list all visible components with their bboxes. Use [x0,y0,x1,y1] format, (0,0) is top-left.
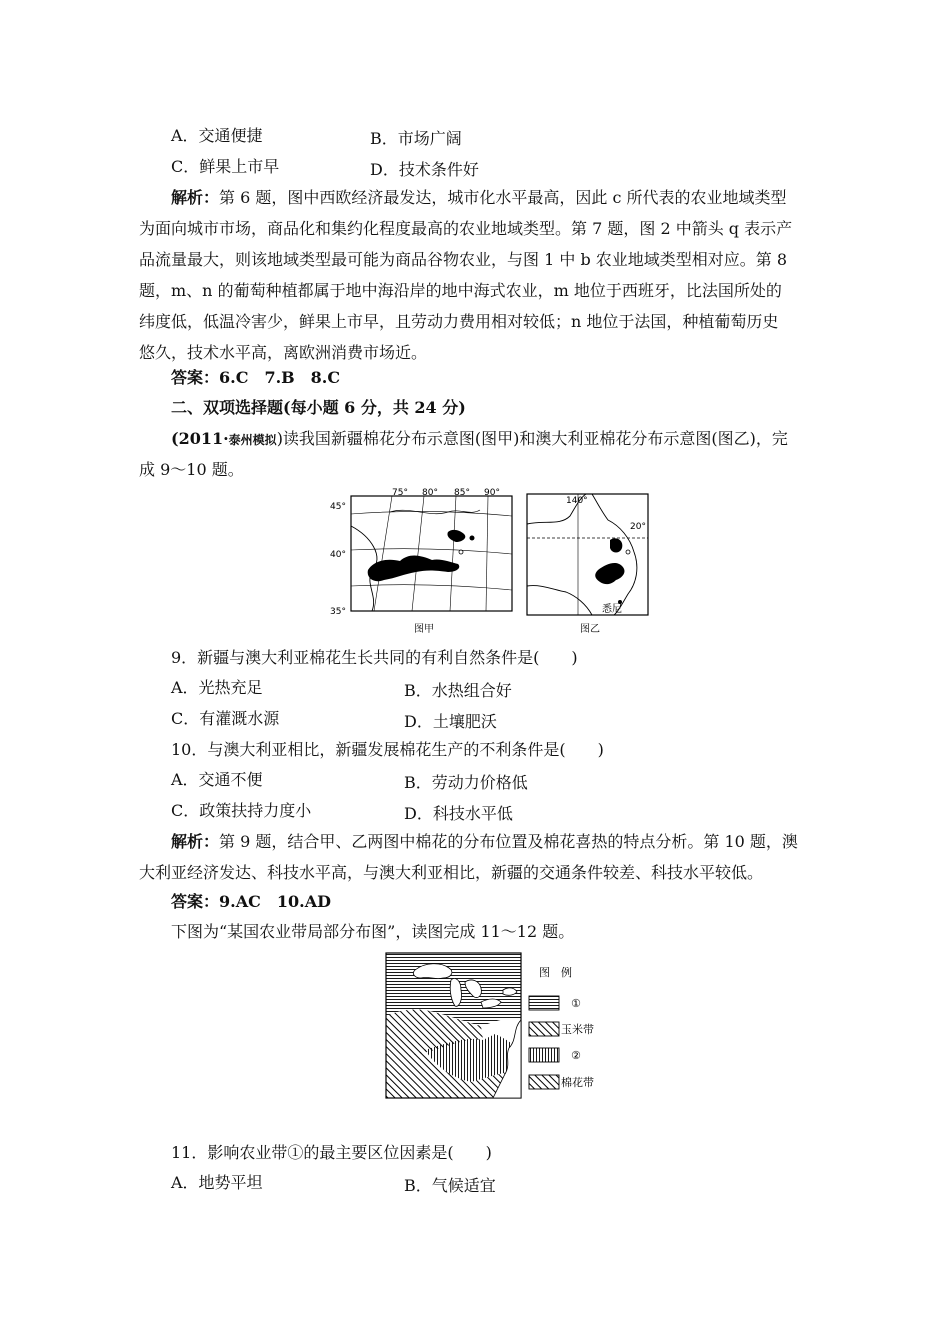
analysis-line: 品流量最大，则该地域类型最可能为商品谷物农业，与图 1 中 b 农业地域类型相对应。第 8 [139,250,788,269]
option-11a: A．地势平坦 [171,1173,263,1192]
lat-label: 20° [630,522,646,532]
option-8d: D．技术条件好 [370,160,479,179]
answer-1: 答案：6.C 7.B 8.C [171,368,341,387]
legend-title: 图 例 [539,966,572,979]
intro-1-cont: 成 9～10 题。 [139,460,244,479]
lon-label: 90° [484,488,500,498]
lon-label: 80° [422,488,438,498]
option-8b: B．市场广阔 [370,129,462,148]
question-10: 10．与澳大利亚相比，新疆发展棉花生产的不利条件是( ) [171,740,604,759]
analysis-label: 解析： [171,832,220,851]
option-9c: C．有灌溉水源 [171,709,280,728]
analysis-line: 大利亚经济发达、科技水平高，与澳大利亚相比，新疆的交通条件较差、科技水平较低。 [139,863,764,882]
option-9a: A．光热充足 [171,678,263,697]
analysis-line: 第 9 题，结合甲、乙两图中棉花的分布位置及棉花喜热的特点分析。第 10 题，澳 [219,832,798,851]
cotton-maps-figure [330,486,654,636]
belt-map-area [386,953,521,1098]
question-11: 11．影响农业带①的最主要区位因素是( ) [171,1143,492,1162]
legend [529,965,594,1089]
section-title: 二、双项选择题(每小题 6 分，共 24 分) [171,398,466,417]
analysis-line: 悠久，技术水平高，离欧洲消费市场近。 [139,343,428,362]
analysis-line: 第 6 题，图中西欧经济最发达，城市化水平最高，因此 c 所代表的农业地域类型 [219,188,787,207]
map-xinjiang [330,488,512,635]
intro-1: (2011·泰州模拟)读我国新疆棉花分布示意图(图甲)和澳大利亚棉花分布示意图(图乙)，完 [171,429,788,448]
option-10c: C．政策扶持力度小 [171,801,312,820]
analysis-line: 纬度低，低温冷害少，鲜果上市早，且劳动力费用相对较低；n 地位于法国，种植葡萄历史 [139,312,779,331]
analysis-line: 题，m、n 的葡萄种植都属于地中海沿岸的地中海式农业，m 地位于西班牙，比法国所处的 [139,281,782,300]
analysis-paragraph-1 [139,182,814,368]
legend-label: 玉米带 [561,1023,594,1036]
lat-label: 45° [330,502,346,512]
lon-label: 85° [454,488,470,498]
analysis-label: 解析： [171,188,220,207]
option-8a: A．交通便捷 [171,126,263,145]
lat-label: 35° [330,607,346,617]
analysis-line: 为面向城市市场，商品化和集约化程度最高的农业地域类型。第 7 题，图 2 中箭头 q 表示产 [139,219,793,238]
option-11b: B．气候适宜 [404,1176,496,1195]
legend-label: ① [571,997,581,1010]
option-9d: D．土壤肥沃 [404,712,497,731]
question-9: 9．新疆与澳大利亚棉花生长共同的有利自然条件是( ) [171,648,578,667]
option-8c: C．鲜果上市早 [171,157,280,176]
agri-belt-map [385,950,615,1102]
option-9b: B．水热组合好 [404,681,512,700]
legend-label: ② [571,1049,581,1062]
option-10a: A．交通不便 [171,770,263,789]
lat-label: 40° [330,550,346,560]
source-label: 泰州模拟 [228,433,277,447]
intro-2: 下图为“某国农业带局部分布图”，读图完成 11～12 题。 [171,922,575,941]
lon-label: 75° [392,488,408,498]
legend-label: 棉花带 [561,1076,594,1089]
city-label: 悉尼 [602,604,622,615]
answer-2: 答案：9.AC 10.AD [171,892,331,911]
map-australia [527,494,648,635]
analysis-paragraph-2 [139,826,814,888]
option-10b: B．劳动力价格低 [404,773,528,792]
option-10d: D．科技水平低 [404,804,513,823]
lon-label: 140° [566,496,588,506]
map-caption: 图乙 [580,624,600,635]
map-caption: 图甲 [414,624,434,635]
